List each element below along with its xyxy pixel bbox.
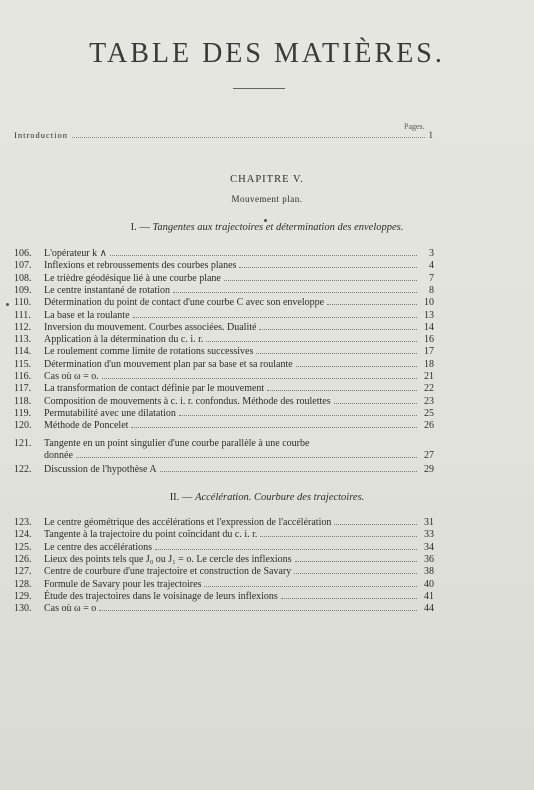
pages-column-label: Pages. <box>404 122 425 131</box>
entry-text: Formule de Savary pour les trajectoires <box>44 578 202 590</box>
section-title-text: Tangentes aux trajectoires et détermination des enveloppes. <box>152 222 404 233</box>
toc-entry[interactable] <box>14 396 434 408</box>
dot-leader <box>294 566 417 574</box>
entry-number: 107. <box>14 260 32 272</box>
entry-page: 23 <box>424 395 434 407</box>
entry-text: Étude des trajectoires dans le voisinage de leurs inflexions <box>44 590 278 602</box>
toc-entry[interactable] <box>14 297 434 309</box>
entry-page: 41 <box>424 590 434 602</box>
toc-entry[interactable] <box>14 579 434 591</box>
toc-entry[interactable] <box>14 529 434 541</box>
entry-text: La transformation de contact définie par le mouvement <box>44 383 265 395</box>
toc-entry[interactable] <box>14 260 434 272</box>
toc-entry[interactable] <box>14 566 434 578</box>
section-heading-1 <box>0 222 534 233</box>
page-title: TABLE DES MATIÈRES. <box>89 38 445 69</box>
dot-leader <box>179 408 417 416</box>
entry-text: Application à la détermination du c. i. r. <box>44 334 204 346</box>
entry-page: 7 <box>429 272 434 284</box>
toc-entry[interactable] <box>14 346 434 358</box>
entry-text: Le centre des accélérations <box>44 541 152 553</box>
entry-text: Méthode de Poncelet <box>44 420 129 432</box>
toc-entry[interactable] <box>14 322 434 334</box>
toc-entry[interactable] <box>14 285 434 297</box>
entry-text: Tangente en un point singulier d'une courbe parallèle à une courbe <box>44 438 310 449</box>
entry-text: Le centre instantané de rotation <box>44 284 171 296</box>
entry-page: 36 <box>424 553 434 565</box>
entry-page: 8 <box>429 284 434 296</box>
toc-entry[interactable] <box>14 273 434 285</box>
toc-entry[interactable] <box>14 248 434 260</box>
entry-page: 38 <box>424 566 434 578</box>
entry-page: 4 <box>429 260 434 272</box>
entry-page: 22 <box>424 383 434 395</box>
entry-text: Tangente à la trajectoire du point coïncidant du c. i. r. <box>44 529 258 541</box>
dot-leader <box>133 310 417 318</box>
entry-page: 21 <box>424 371 434 382</box>
entry-text-continued: donnée <box>44 450 73 461</box>
dot-leader <box>99 603 417 611</box>
entry-text: Cas où ω = o <box>44 603 97 615</box>
dot-leader <box>76 450 417 458</box>
dot-leader <box>259 322 417 330</box>
entry-page: 14 <box>424 321 434 333</box>
dot-leader <box>206 334 417 342</box>
entry-number: 126. <box>14 553 32 565</box>
entry-page: 31 <box>424 517 434 528</box>
entry-page: 26 <box>424 420 434 432</box>
chapter-title: CHAPITRE V. <box>230 174 304 185</box>
toc-entry[interactable] <box>14 371 434 383</box>
entry-text: La base et la roulante <box>44 309 130 321</box>
toc-entry[interactable] <box>14 603 434 615</box>
dot-leader <box>155 542 417 550</box>
entry-text: Composition de mouvements à c. i. r. confondus. Méthode des roulettes <box>44 395 331 407</box>
toc-entry-121[interactable] <box>14 438 434 462</box>
toc-entry-122[interactable] <box>14 464 434 476</box>
title-divider <box>233 88 285 89</box>
entry-text: Le roulement comme limite de rotations successives <box>44 346 254 358</box>
entry-number: 120. <box>14 420 32 432</box>
entry-number: 121. <box>14 438 32 449</box>
entry-number: 106. <box>14 248 32 259</box>
toc-entry[interactable] <box>14 554 434 566</box>
dot-leader <box>173 285 417 293</box>
entry-text: L'opérateur k ∧ <box>44 248 107 259</box>
ink-speck-icon <box>264 219 267 222</box>
toc-entry[interactable] <box>14 359 434 371</box>
entry-text: Centre de courbure d'une trajectoire et construction de Savary <box>44 566 292 578</box>
toc-entry[interactable] <box>14 334 434 346</box>
entry-number: 108. <box>14 272 32 284</box>
dot-leader <box>327 297 417 305</box>
entry-text: Le centre géométrique des accélérations et l'expression de l'accélération <box>44 517 332 528</box>
introduction-entry[interactable] <box>14 130 434 144</box>
entry-page: 29 <box>424 464 434 475</box>
entry-page: 33 <box>424 529 434 541</box>
dot-leader <box>334 396 417 404</box>
entry-text: Permutabilité avec une dilatation <box>44 407 176 419</box>
entry-text: Le trièdre géodésique lié à une courbe plane <box>44 272 221 284</box>
entry-page: 13 <box>424 309 434 321</box>
entry-text: Cas où ω = o. <box>44 371 99 382</box>
toc-entry[interactable] <box>14 383 434 395</box>
entry-text: Détermination du point de contact d'une courbe C avec son enveloppe <box>44 297 325 309</box>
entry-page: 34 <box>424 541 434 553</box>
entry-text: Inversion du mouvement. Courbes associées. Dualité <box>44 321 257 333</box>
entry-page: 18 <box>424 358 434 370</box>
dot-leader <box>334 517 417 525</box>
entry-number: 110. <box>14 297 32 309</box>
entry-number: 118. <box>14 395 32 407</box>
toc-entry[interactable] <box>14 408 434 420</box>
dot-leader <box>110 248 417 256</box>
entry-number: 117. <box>14 383 32 395</box>
entry-page: 10 <box>424 297 434 309</box>
entry-page: 17 <box>424 346 434 358</box>
toc-entry[interactable] <box>14 517 434 529</box>
entry-number: 128. <box>14 578 32 590</box>
entry-number: 109. <box>14 284 32 296</box>
dot-leader <box>102 371 417 379</box>
dot-leader <box>295 554 417 562</box>
entry-page: 40 <box>424 578 434 590</box>
entry-number: 112. <box>14 321 32 333</box>
dot-leader <box>296 359 417 367</box>
dot-leader <box>160 464 417 472</box>
dot-leader <box>204 579 417 587</box>
introduction-label: Introduction <box>14 130 69 140</box>
toc-entry[interactable] <box>14 542 434 554</box>
entry-number: 122. <box>14 464 32 475</box>
entry-text: Détermination d'un mouvement plan par sa base et sa roulante <box>44 358 293 370</box>
entry-text: Inflexions et rebroussements des courbes planes <box>44 260 237 272</box>
entry-number: 115. <box>14 358 32 370</box>
dot-leader <box>131 420 417 428</box>
margin-mark-icon <box>6 303 9 306</box>
entry-number: 111. <box>14 309 31 321</box>
entry-number: 113. <box>14 334 32 346</box>
entry-page: 3 <box>429 248 434 259</box>
dot-leader <box>239 260 417 268</box>
entry-number: 124. <box>14 529 32 541</box>
entry-text: Discussion de l'hypothèse A <box>44 464 157 475</box>
toc-entry[interactable] <box>14 310 434 322</box>
section-heading-2 <box>0 492 534 503</box>
dot-leader <box>281 591 417 599</box>
section-title-text: Accélération. Courbure des trajectoires. <box>195 492 365 503</box>
entry-page: 27 <box>424 450 434 461</box>
entry-number: 116. <box>14 371 32 382</box>
entry-page: 16 <box>424 334 434 346</box>
entry-number: 114. <box>14 346 32 358</box>
dot-leader <box>224 273 417 281</box>
chapter-subtitle: Mouvement plan. <box>231 194 303 204</box>
section-numeral: I. — <box>130 222 150 233</box>
dot-leader <box>260 529 417 537</box>
entry-number: 123. <box>14 517 32 528</box>
entry-number: 119. <box>14 407 32 419</box>
entry-number: 127. <box>14 566 32 578</box>
entry-page: 44 <box>424 603 434 615</box>
entry-number: 130. <box>14 603 32 615</box>
entry-page: 25 <box>424 407 434 419</box>
introduction-page: 1 <box>428 130 434 140</box>
entry-text: Lieux des points tels que J₀ ou J₁ = o. Le cercle des inflexions <box>44 553 292 565</box>
dot-leader <box>72 131 424 138</box>
dot-leader <box>256 346 417 354</box>
entry-number: 129. <box>14 590 32 602</box>
dot-leader <box>267 383 417 391</box>
section-numeral: II. — <box>169 492 193 503</box>
entry-number: 125. <box>14 541 32 553</box>
toc-entry[interactable] <box>14 420 434 432</box>
toc-entry[interactable] <box>14 591 434 603</box>
